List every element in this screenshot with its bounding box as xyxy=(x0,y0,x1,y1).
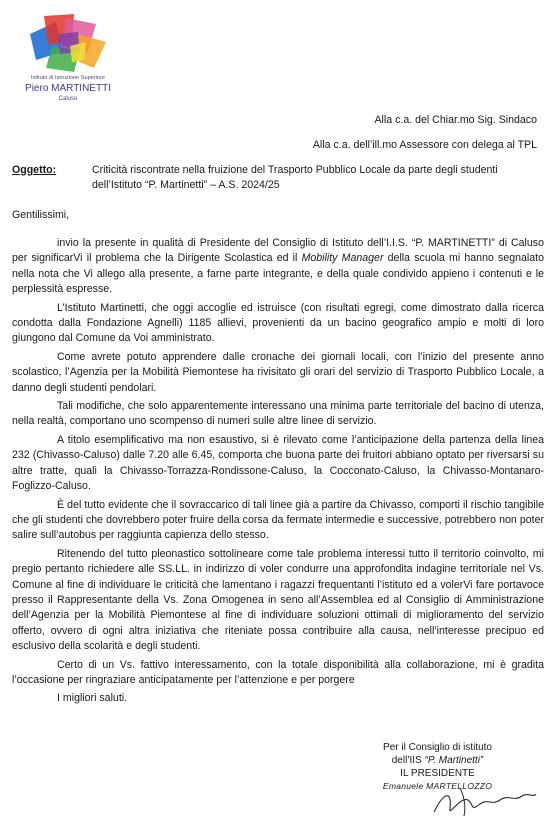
logo-school-name: Piero MARTINETTI xyxy=(25,83,111,94)
addressee-councillor: Alla c.a. dell’ill.mo Assessore con delega al TPL xyxy=(312,139,537,151)
closing-salutation: I migliori saluti. xyxy=(57,692,128,705)
addressee-mayor: Alla c.a. del Chiar.mo Sig. Sindaco xyxy=(374,114,537,126)
paragraph-5: A titolo esemplificativo ma non esaustivo, si è rilevato come l’anticipazione della partenza della linea 232 (Chivasso-Caluso) dalle 7.20 alle 6.45, comporta che buona parte dei fruitori abbiano optato per riversarsi su altre tratte, quali la Chivasso-Torrazza-Rondissone-Caluso, la Cocconato-Caluso, la Chivasso-Montanaro-Foglizzo-Caluso. xyxy=(12,433,544,493)
paragraph-2: L’Istituto Martinetti, che oggi accoglie ed istruisce (con risultati egregi, come dimostrato dalla ricerca condotta dalla Fondazione Agnelli) 1185 allievi, provenienti da un bacino geografico ampio e molti di loro giungono dal Comune da Voi amministrato. xyxy=(12,301,544,345)
logo-subtitle: Istituto di Istruzione Superiore xyxy=(31,75,105,81)
signature-title: IL PRESIDENTE xyxy=(400,768,475,779)
paragraph-6: È del tutto evidente che il sovraccarico di tali linee già a partire da Chivasso, comporti il rischio tangibile che gli studenti che dovrebbero poter fruire della corsa da fermate intermedie e successive, potrebbero non poter salire sull’autobus per raggiunta capienza dello stesso. xyxy=(12,498,544,542)
signature-line-council: Per il Consiglio di istituto xyxy=(383,742,492,753)
paragraph-8: Certo di un Vs. fattivo interessamento, con la totale disponibilità alla collaborazione, mi è gradita l’occasione per ringraziare anticipatamente per l’attenzione e per porgere xyxy=(12,658,544,686)
paragraph-4: Tali modifiche, che solo apparentemente interessano una minima parte territoriale del bacino di utenza, nella realtà, comportano uno scompenso di numeri sulle altre linee di servizio. xyxy=(12,400,544,428)
signature-name: Emanuele MARTELLOZZO xyxy=(382,781,493,791)
subject-text: Criticità riscontrate nella fruizione del Trasporto Pubblico Locale da parte degli studenti dell’Istituto “P. Martinetti” – A.S. 2024/25 xyxy=(92,164,498,192)
signature-line-school: dell’IIS “P. Martinetti” xyxy=(391,755,484,766)
handwritten-signature-icon xyxy=(430,782,540,822)
paragraph-3: Come avrete potuto apprendere dalle cronache dei giornali locali, con l’inizio del presente anno scolastico, l’Agenzia per la Mobilità Piemontese ha rivisitato gli orari del servizio di Trasporto Pubblico Locale, a danno degli studenti pendolari. xyxy=(12,350,544,394)
greeting: Gentilissimi, xyxy=(12,209,70,221)
paragraph-1: invio la presente in qualità di Presidente del Consiglio di Istituto dell’I.I.S. “P. MARTINETTI” di Caluso per significarVi il problema che la Dirigente Scolastica ed il Mobility Manager della scuola mi hanno segnalato nella nota che Vi allego alla presente, a farne parte integrante, e della quale condivido appieno i contenuti e le perplessità espresse. xyxy=(12,237,544,296)
paragraph-7: Ritenendo del tutto pleonastico sottolineare come tale problema interessi tutto il territorio coinvolto, mi pregio pertanto richiedere alle SS.LL. in indirizzo di voler condurre una approfondita indagine territoriale nel Vs. Comune al fine di individuare le criticità che lamentano i ragazzi frequentanti l’istituto ed a volerVi fare portavoce presso il Rappresentante della Vs. Zona Omogenea in seno all’Assemblea ed al Consiglio di Amministrazione dell’Agenzia per la Mobilità Piemontese al fine di individuare soluzioni ottimali di miglioramento del servizio offerto, ovvero di ogni altra iniziativa che riteniate possa contribuire alla causa, nell’interesse precipuo ed esclusivo della scolarità e degli studenti. xyxy=(12,547,544,653)
logo-emblem-icon xyxy=(22,12,112,74)
mobility-manager-term: Mobility Manager xyxy=(301,252,384,265)
logo-city: Caluso xyxy=(58,96,78,102)
subject-label: Oggetto: xyxy=(12,164,57,176)
letter-body xyxy=(12,236,544,710)
school-logo xyxy=(12,10,122,110)
